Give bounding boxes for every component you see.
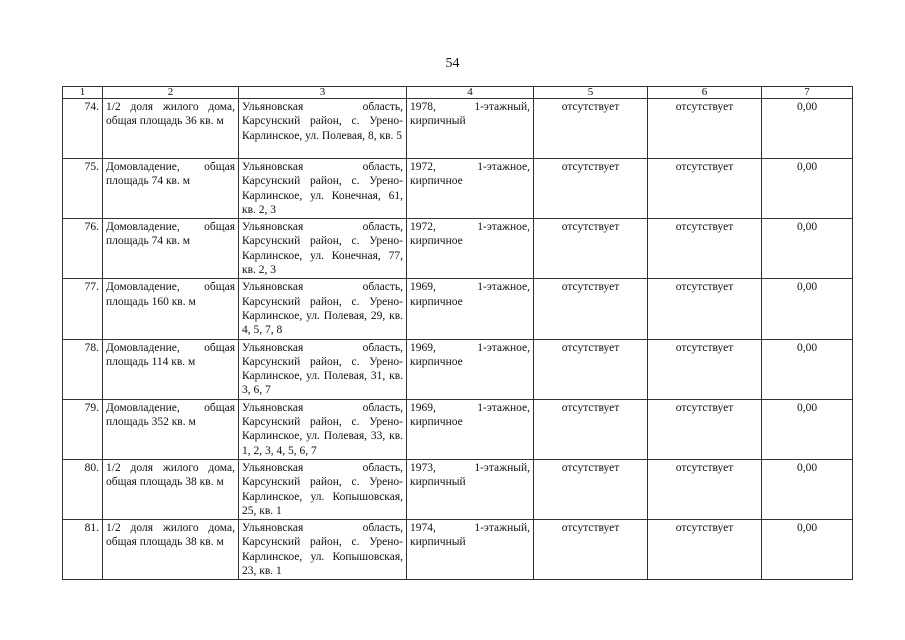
object-characteristics xyxy=(407,459,534,519)
column-5-value: отсутствует xyxy=(534,99,648,159)
object-characteristics xyxy=(407,159,534,219)
object-address: Ульяновская область, Карсунский район, с. Урено-Карлинское, ул. Копышовская, 23, кв. 1 xyxy=(239,520,407,580)
column-7-value: 0,00 xyxy=(762,520,853,580)
row-number: 76. xyxy=(63,219,103,279)
column-5-value: отсутствует xyxy=(534,339,648,399)
column-header: 2 xyxy=(103,87,239,99)
column-5-value: отсутствует xyxy=(534,159,648,219)
build-year: 1972, xyxy=(410,161,436,173)
floors: 1-этажное, xyxy=(477,281,530,294)
column-header: 3 xyxy=(239,87,407,99)
column-7-value: 0,00 xyxy=(762,279,853,339)
material: кирпичное xyxy=(410,355,463,368)
property-register-table xyxy=(62,86,853,580)
build-year: 1969, xyxy=(410,281,436,294)
row-number: 75. xyxy=(63,159,103,219)
build-year: 1973, xyxy=(410,461,436,474)
column-6-value: отсутствует xyxy=(648,399,762,459)
object-name: 1/2 доля жилого дома, общая площадь 38 кв. м xyxy=(103,459,239,519)
object-address: Ульяновская область, Карсунский район, с. Урено-Карлинское, ул. Конечная, 61, кв. 2, 3 xyxy=(239,159,407,219)
column-6-value: отсутствует xyxy=(648,459,762,519)
floors: 1-этажный, xyxy=(474,461,530,474)
floors: 1-этажный, xyxy=(474,101,530,113)
column-header: 1 xyxy=(63,87,103,99)
object-characteristics xyxy=(407,399,534,459)
object-characteristics xyxy=(407,219,534,279)
column-7-value: 0,00 xyxy=(762,99,853,159)
page-number: 54 xyxy=(445,56,460,71)
build-year: 1974, xyxy=(410,522,436,535)
object-name: Домовладение, общая площадь 74 кв. м xyxy=(103,219,239,279)
column-7-value: 0,00 xyxy=(762,159,853,219)
table-row xyxy=(63,279,853,339)
build-year: 1972, xyxy=(410,221,436,234)
material: кирпичный xyxy=(410,476,466,489)
column-header: 6 xyxy=(648,87,762,99)
column-header: 4 xyxy=(407,87,534,99)
material: кирпичное xyxy=(410,295,463,308)
column-6-value: отсутствует xyxy=(648,279,762,339)
column-5-value: отсутствует xyxy=(534,219,648,279)
material: кирпичное xyxy=(410,416,463,429)
column-5-value: отсутствует xyxy=(534,459,648,519)
object-address: Ульяновская область, Карсунский район, с. Урено-Карлинское, ул. Полевая, 31, кв. 3, 6, 7 xyxy=(239,339,407,399)
column-5-value: отсутствует xyxy=(534,520,648,580)
floors: 1-этажный, xyxy=(474,522,530,535)
header-row xyxy=(63,87,853,99)
table-row xyxy=(63,99,853,159)
column-7-value: 0,00 xyxy=(762,399,853,459)
object-address: Ульяновская область, Карсунский район, с. Урено-Карлинское, ул. Конечная, 77, кв. 2, 3 xyxy=(239,219,407,279)
object-characteristics xyxy=(407,339,534,399)
column-5-value: отсутствует xyxy=(534,279,648,339)
column-6-value: отсутствует xyxy=(648,339,762,399)
material: кирпичное xyxy=(410,235,463,248)
column-5-value: отсутствует xyxy=(534,399,648,459)
row-number: 77. xyxy=(63,279,103,339)
material: кирпичный xyxy=(410,115,466,128)
floors: 1-этажное, xyxy=(477,341,530,354)
table-row xyxy=(63,459,853,519)
object-name: Домовладение, общая площадь 160 кв. м xyxy=(103,279,239,339)
build-year: 1969, xyxy=(410,341,436,354)
row-number: 81. xyxy=(63,520,103,580)
floors: 1-этажное, xyxy=(477,401,530,414)
material: кирпичное xyxy=(410,175,463,188)
row-number: 79. xyxy=(63,399,103,459)
column-6-value: отсутствует xyxy=(648,99,762,159)
table-row xyxy=(63,159,853,219)
object-name: Домовладение, общая площадь 74 кв. м xyxy=(103,159,239,219)
column-7-value: 0,00 xyxy=(762,339,853,399)
column-7-value: 0,00 xyxy=(762,219,853,279)
column-7-value: 0,00 xyxy=(762,459,853,519)
object-characteristics xyxy=(407,99,534,159)
object-name: Домовладение, общая площадь 114 кв. м xyxy=(103,339,239,399)
object-name: Домовладение, общая площадь 352 кв. м xyxy=(103,399,239,459)
column-header: 7 xyxy=(762,87,853,99)
table-row xyxy=(63,399,853,459)
build-year: 1978, xyxy=(410,101,436,113)
table-row xyxy=(63,339,853,399)
table-row xyxy=(63,520,853,580)
column-header: 5 xyxy=(534,87,648,99)
object-address: Ульяновская область, Карсунский район, с. Урено-Карлинское, ул. Полевая, 8, кв. 5 xyxy=(239,99,407,159)
object-name: 1/2 доля жилого дома, общая площадь 36 кв. м xyxy=(103,99,239,159)
column-6-value: отсутствует xyxy=(648,520,762,580)
floors: 1-этажное, xyxy=(477,221,530,234)
object-address: Ульяновская область, Карсунский район, с. Урено-Карлинское, ул. Полевая, 29, кв. 4, 5, 7, 8 xyxy=(239,279,407,339)
table-row xyxy=(63,219,853,279)
object-characteristics xyxy=(407,520,534,580)
row-number: 74. xyxy=(63,99,103,159)
column-6-value: отсутствует xyxy=(648,159,762,219)
object-address: Ульяновская область, Карсунский район, с. Урено-Карлинское, ул. Копышовская, 25, кв. 1 xyxy=(239,459,407,519)
row-number: 78. xyxy=(63,339,103,399)
object-characteristics xyxy=(407,279,534,339)
row-number: 80. xyxy=(63,459,103,519)
build-year: 1969, xyxy=(410,401,436,414)
column-6-value: отсутствует xyxy=(648,219,762,279)
material: кирпичный xyxy=(410,536,466,549)
floors: 1-этажное, xyxy=(477,161,530,173)
object-name: 1/2 доля жилого дома, общая площадь 38 кв. м xyxy=(103,520,239,580)
object-address: Ульяновская область, Карсунский район, с. Урено-Карлинское, ул. Полевая, 33, кв. 1, 2, 3, 4, 5, 6, 7 xyxy=(239,399,407,459)
